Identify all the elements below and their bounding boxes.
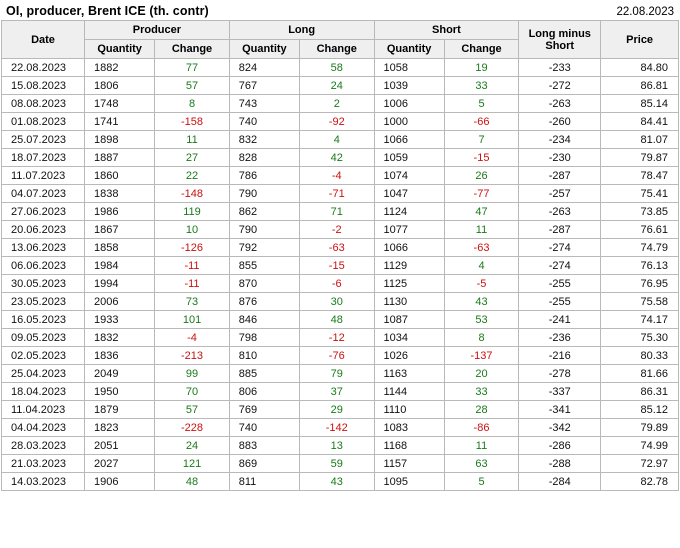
cell-long-quantity: 876 bbox=[229, 293, 299, 311]
cell-short-quantity: 1074 bbox=[374, 167, 444, 185]
cell-date: 23.05.2023 bbox=[2, 293, 85, 311]
cell-price: 72.97 bbox=[601, 455, 679, 473]
cell-short-change: 20 bbox=[444, 365, 519, 383]
table-row bbox=[2, 329, 679, 347]
cell-price: 75.41 bbox=[601, 185, 679, 203]
cell-price: 74.17 bbox=[601, 311, 679, 329]
cell-producer-change: -4 bbox=[155, 329, 230, 347]
cell-long-change: 13 bbox=[300, 437, 375, 455]
cell-short-change: 5 bbox=[444, 473, 519, 491]
table-head bbox=[2, 21, 679, 59]
cell-long-minus-short: -272 bbox=[519, 77, 601, 95]
table-row bbox=[2, 311, 679, 329]
cell-date: 13.06.2023 bbox=[2, 239, 85, 257]
cell-long-change: -12 bbox=[300, 329, 375, 347]
page-title: OI, producer, Brent ICE (th. contr) bbox=[6, 4, 209, 18]
cell-long-change: 43 bbox=[300, 473, 375, 491]
cell-date: 08.08.2023 bbox=[2, 95, 85, 113]
cell-long-quantity: 798 bbox=[229, 329, 299, 347]
cell-long-change: -2 bbox=[300, 221, 375, 239]
cell-price: 80.33 bbox=[601, 347, 679, 365]
cell-date: 09.05.2023 bbox=[2, 329, 85, 347]
cell-long-change: 29 bbox=[300, 401, 375, 419]
cell-price: 81.07 bbox=[601, 131, 679, 149]
cell-producer-quantity: 1741 bbox=[85, 113, 155, 131]
cell-producer-change: 10 bbox=[155, 221, 230, 239]
table-row bbox=[2, 239, 679, 257]
cell-producer-quantity: 1933 bbox=[85, 311, 155, 329]
cell-date: 06.06.2023 bbox=[2, 257, 85, 275]
cell-long-minus-short: -274 bbox=[519, 257, 601, 275]
cell-price: 74.99 bbox=[601, 437, 679, 455]
cell-date: 04.07.2023 bbox=[2, 185, 85, 203]
cell-long-minus-short: -287 bbox=[519, 167, 601, 185]
cell-short-quantity: 1083 bbox=[374, 419, 444, 437]
cell-long-change: -4 bbox=[300, 167, 375, 185]
cell-short-change: 5 bbox=[444, 95, 519, 113]
cell-long-quantity: 740 bbox=[229, 113, 299, 131]
cell-short-quantity: 1157 bbox=[374, 455, 444, 473]
cell-short-change: 19 bbox=[444, 59, 519, 77]
cell-short-change: 7 bbox=[444, 131, 519, 149]
cell-price: 76.95 bbox=[601, 275, 679, 293]
cell-short-change: 33 bbox=[444, 77, 519, 95]
cell-long-quantity: 846 bbox=[229, 311, 299, 329]
cell-producer-quantity: 1898 bbox=[85, 131, 155, 149]
cell-short-quantity: 1066 bbox=[374, 131, 444, 149]
cell-long-change: 59 bbox=[300, 455, 375, 473]
cell-producer-quantity: 1879 bbox=[85, 401, 155, 419]
cell-producer-quantity: 1986 bbox=[85, 203, 155, 221]
cell-date: 27.06.2023 bbox=[2, 203, 85, 221]
cell-producer-quantity: 1838 bbox=[85, 185, 155, 203]
cell-producer-change: 119 bbox=[155, 203, 230, 221]
cell-short-quantity: 1168 bbox=[374, 437, 444, 455]
cell-producer-quantity: 2006 bbox=[85, 293, 155, 311]
cell-long-change: 4 bbox=[300, 131, 375, 149]
col-header-long-change: Change bbox=[300, 40, 375, 59]
cell-producer-quantity: 2027 bbox=[85, 455, 155, 473]
cell-short-quantity: 1047 bbox=[374, 185, 444, 203]
cell-long-minus-short: -236 bbox=[519, 329, 601, 347]
col-group-long: Long bbox=[229, 21, 374, 40]
cell-short-change: -86 bbox=[444, 419, 519, 437]
cell-short-quantity: 1110 bbox=[374, 401, 444, 419]
cell-long-quantity: 832 bbox=[229, 131, 299, 149]
cell-producer-change: 99 bbox=[155, 365, 230, 383]
cell-producer-quantity: 1882 bbox=[85, 59, 155, 77]
cell-date: 28.03.2023 bbox=[2, 437, 85, 455]
cell-long-quantity: 743 bbox=[229, 95, 299, 113]
cell-date: 15.08.2023 bbox=[2, 77, 85, 95]
cell-producer-change: 22 bbox=[155, 167, 230, 185]
cell-short-quantity: 1087 bbox=[374, 311, 444, 329]
cell-short-change: -15 bbox=[444, 149, 519, 167]
cell-price: 76.61 bbox=[601, 221, 679, 239]
cell-short-quantity: 1130 bbox=[374, 293, 444, 311]
cell-long-quantity: 870 bbox=[229, 275, 299, 293]
cell-short-quantity: 1034 bbox=[374, 329, 444, 347]
cell-long-quantity: 855 bbox=[229, 257, 299, 275]
cell-producer-change: 101 bbox=[155, 311, 230, 329]
cell-short-change: 63 bbox=[444, 455, 519, 473]
cell-long-minus-short: -216 bbox=[519, 347, 601, 365]
cell-long-minus-short: -241 bbox=[519, 311, 601, 329]
table-row bbox=[2, 383, 679, 401]
cell-price: 85.12 bbox=[601, 401, 679, 419]
cell-short-change: 4 bbox=[444, 257, 519, 275]
cell-price: 86.81 bbox=[601, 77, 679, 95]
cell-price: 79.89 bbox=[601, 419, 679, 437]
open-interest-table bbox=[1, 20, 679, 491]
cell-producer-quantity: 1858 bbox=[85, 239, 155, 257]
cell-short-change: 47 bbox=[444, 203, 519, 221]
cell-long-quantity: 828 bbox=[229, 149, 299, 167]
cell-short-quantity: 1058 bbox=[374, 59, 444, 77]
cell-price: 73.85 bbox=[601, 203, 679, 221]
cell-long-change: 42 bbox=[300, 149, 375, 167]
cell-producer-change: -148 bbox=[155, 185, 230, 203]
table-row bbox=[2, 221, 679, 239]
cell-producer-quantity: 1950 bbox=[85, 383, 155, 401]
cell-long-quantity: 740 bbox=[229, 419, 299, 437]
cell-price: 75.58 bbox=[601, 293, 679, 311]
cell-long-change: 48 bbox=[300, 311, 375, 329]
cell-date: 18.07.2023 bbox=[2, 149, 85, 167]
cell-long-change: 24 bbox=[300, 77, 375, 95]
cell-short-change: 43 bbox=[444, 293, 519, 311]
cell-price: 78.47 bbox=[601, 167, 679, 185]
cell-date: 02.05.2023 bbox=[2, 347, 85, 365]
cell-producer-change: -213 bbox=[155, 347, 230, 365]
table-row bbox=[2, 185, 679, 203]
cell-short-change: -5 bbox=[444, 275, 519, 293]
cell-producer-quantity: 1906 bbox=[85, 473, 155, 491]
cell-long-quantity: 792 bbox=[229, 239, 299, 257]
cell-producer-change: 8 bbox=[155, 95, 230, 113]
cell-producer-quantity: 1748 bbox=[85, 95, 155, 113]
table-row bbox=[2, 347, 679, 365]
table-row bbox=[2, 167, 679, 185]
cell-long-change: -142 bbox=[300, 419, 375, 437]
cell-long-minus-short: -284 bbox=[519, 473, 601, 491]
table-row bbox=[2, 401, 679, 419]
col-header-producer-change: Change bbox=[155, 40, 230, 59]
cell-long-change: -92 bbox=[300, 113, 375, 131]
cell-price: 84.41 bbox=[601, 113, 679, 131]
cell-date: 16.05.2023 bbox=[2, 311, 85, 329]
cell-long-quantity: 883 bbox=[229, 437, 299, 455]
cell-short-quantity: 1026 bbox=[374, 347, 444, 365]
cell-producer-change: 57 bbox=[155, 77, 230, 95]
table-row bbox=[2, 365, 679, 383]
cell-date: 30.05.2023 bbox=[2, 275, 85, 293]
table-row bbox=[2, 59, 679, 77]
cell-date: 21.03.2023 bbox=[2, 455, 85, 473]
cell-long-minus-short: -263 bbox=[519, 95, 601, 113]
cell-producer-change: 57 bbox=[155, 401, 230, 419]
cell-long-quantity: 811 bbox=[229, 473, 299, 491]
cell-long-change: 2 bbox=[300, 95, 375, 113]
table-row bbox=[2, 203, 679, 221]
cell-long-change: -76 bbox=[300, 347, 375, 365]
cell-date: 25.07.2023 bbox=[2, 131, 85, 149]
table-row bbox=[2, 257, 679, 275]
cell-price: 79.87 bbox=[601, 149, 679, 167]
cell-short-change: 8 bbox=[444, 329, 519, 347]
cell-date: 25.04.2023 bbox=[2, 365, 85, 383]
cell-short-quantity: 1039 bbox=[374, 77, 444, 95]
cell-long-minus-short: -287 bbox=[519, 221, 601, 239]
cell-long-quantity: 862 bbox=[229, 203, 299, 221]
cell-producer-quantity: 1867 bbox=[85, 221, 155, 239]
col-header-long-minus-short: Long minus Short bbox=[519, 21, 601, 59]
cell-long-change: 37 bbox=[300, 383, 375, 401]
cell-long-minus-short: -278 bbox=[519, 365, 601, 383]
cell-long-minus-short: -255 bbox=[519, 275, 601, 293]
table-header-group-row bbox=[2, 21, 679, 40]
cell-short-quantity: 1144 bbox=[374, 383, 444, 401]
cell-date: 04.04.2023 bbox=[2, 419, 85, 437]
cell-producer-quantity: 2051 bbox=[85, 437, 155, 455]
col-header-date: Date bbox=[2, 21, 85, 59]
cell-long-change: 71 bbox=[300, 203, 375, 221]
cell-long-quantity: 806 bbox=[229, 383, 299, 401]
cell-long-minus-short: -233 bbox=[519, 59, 601, 77]
cell-long-minus-short: -230 bbox=[519, 149, 601, 167]
table-row bbox=[2, 95, 679, 113]
col-header-price: Price bbox=[601, 21, 679, 59]
cell-short-change: 11 bbox=[444, 437, 519, 455]
cell-producer-change: 73 bbox=[155, 293, 230, 311]
cell-long-quantity: 824 bbox=[229, 59, 299, 77]
cell-producer-quantity: 1994 bbox=[85, 275, 155, 293]
cell-price: 84.80 bbox=[601, 59, 679, 77]
cell-short-change: 26 bbox=[444, 167, 519, 185]
cell-producer-quantity: 2049 bbox=[85, 365, 155, 383]
cell-producer-change: 24 bbox=[155, 437, 230, 455]
cell-long-quantity: 767 bbox=[229, 77, 299, 95]
cell-producer-change: -158 bbox=[155, 113, 230, 131]
cell-long-minus-short: -341 bbox=[519, 401, 601, 419]
cell-long-quantity: 786 bbox=[229, 167, 299, 185]
cell-long-minus-short: -286 bbox=[519, 437, 601, 455]
col-group-short: Short bbox=[374, 21, 519, 40]
cell-long-minus-short: -255 bbox=[519, 293, 601, 311]
table-row bbox=[2, 437, 679, 455]
cell-long-change: -15 bbox=[300, 257, 375, 275]
cell-short-quantity: 1077 bbox=[374, 221, 444, 239]
cell-price: 76.13 bbox=[601, 257, 679, 275]
table-row bbox=[2, 131, 679, 149]
cell-producer-quantity: 1836 bbox=[85, 347, 155, 365]
cell-date: 11.07.2023 bbox=[2, 167, 85, 185]
table-row bbox=[2, 419, 679, 437]
cell-producer-change: -228 bbox=[155, 419, 230, 437]
cell-short-quantity: 1000 bbox=[374, 113, 444, 131]
cell-long-change: 58 bbox=[300, 59, 375, 77]
report-date: 22.08.2023 bbox=[616, 6, 674, 18]
cell-producer-quantity: 1806 bbox=[85, 77, 155, 95]
cell-producer-quantity: 1832 bbox=[85, 329, 155, 347]
cell-producer-change: -11 bbox=[155, 257, 230, 275]
table-row bbox=[2, 149, 679, 167]
table-body bbox=[2, 59, 679, 491]
cell-date: 22.08.2023 bbox=[2, 59, 85, 77]
cell-price: 82.78 bbox=[601, 473, 679, 491]
cell-long-minus-short: -234 bbox=[519, 131, 601, 149]
cell-short-change: 11 bbox=[444, 221, 519, 239]
cell-price: 85.14 bbox=[601, 95, 679, 113]
cell-producer-change: 48 bbox=[155, 473, 230, 491]
cell-producer-change: 77 bbox=[155, 59, 230, 77]
cell-long-quantity: 790 bbox=[229, 221, 299, 239]
cell-price: 74.79 bbox=[601, 239, 679, 257]
cell-price: 81.66 bbox=[601, 365, 679, 383]
cell-long-minus-short: -274 bbox=[519, 239, 601, 257]
cell-producer-change: -126 bbox=[155, 239, 230, 257]
cell-producer-quantity: 1887 bbox=[85, 149, 155, 167]
cell-short-quantity: 1163 bbox=[374, 365, 444, 383]
cell-short-quantity: 1124 bbox=[374, 203, 444, 221]
cell-long-minus-short: -260 bbox=[519, 113, 601, 131]
cell-long-minus-short: -342 bbox=[519, 419, 601, 437]
cell-long-change: 79 bbox=[300, 365, 375, 383]
cell-short-quantity: 1095 bbox=[374, 473, 444, 491]
cell-short-change: -77 bbox=[444, 185, 519, 203]
cell-date: 14.03.2023 bbox=[2, 473, 85, 491]
table-row bbox=[2, 275, 679, 293]
table-row bbox=[2, 293, 679, 311]
cell-date: 18.04.2023 bbox=[2, 383, 85, 401]
cell-long-quantity: 810 bbox=[229, 347, 299, 365]
cell-long-quantity: 869 bbox=[229, 455, 299, 473]
col-group-producer: Producer bbox=[85, 21, 230, 40]
cell-long-change: 30 bbox=[300, 293, 375, 311]
cell-long-minus-short: -263 bbox=[519, 203, 601, 221]
cell-producer-change: 11 bbox=[155, 131, 230, 149]
table-row bbox=[2, 455, 679, 473]
cell-long-change: -6 bbox=[300, 275, 375, 293]
cell-producer-change: -11 bbox=[155, 275, 230, 293]
cell-producer-change: 27 bbox=[155, 149, 230, 167]
col-header-short-change: Change bbox=[444, 40, 519, 59]
cell-short-quantity: 1125 bbox=[374, 275, 444, 293]
cell-long-minus-short: -257 bbox=[519, 185, 601, 203]
cell-long-quantity: 790 bbox=[229, 185, 299, 203]
cell-short-quantity: 1129 bbox=[374, 257, 444, 275]
cell-producer-quantity: 1823 bbox=[85, 419, 155, 437]
cell-long-change: -71 bbox=[300, 185, 375, 203]
cell-price: 75.30 bbox=[601, 329, 679, 347]
cell-short-change: 28 bbox=[444, 401, 519, 419]
cell-short-change: 53 bbox=[444, 311, 519, 329]
cell-producer-change: 70 bbox=[155, 383, 230, 401]
cell-producer-change: 121 bbox=[155, 455, 230, 473]
cell-long-quantity: 885 bbox=[229, 365, 299, 383]
table-row bbox=[2, 473, 679, 491]
cell-short-change: 33 bbox=[444, 383, 519, 401]
cell-short-change: -66 bbox=[444, 113, 519, 131]
col-header-long-quantity: Quantity bbox=[229, 40, 299, 59]
table-row bbox=[2, 113, 679, 131]
cell-short-quantity: 1006 bbox=[374, 95, 444, 113]
cell-long-minus-short: -288 bbox=[519, 455, 601, 473]
cell-date: 01.08.2023 bbox=[2, 113, 85, 131]
cell-short-quantity: 1066 bbox=[374, 239, 444, 257]
cell-short-change: -137 bbox=[444, 347, 519, 365]
cell-date: 11.04.2023 bbox=[2, 401, 85, 419]
cell-long-quantity: 769 bbox=[229, 401, 299, 419]
cell-short-quantity: 1059 bbox=[374, 149, 444, 167]
cell-price: 86.31 bbox=[601, 383, 679, 401]
cell-short-change: -63 bbox=[444, 239, 519, 257]
col-header-short-quantity: Quantity bbox=[374, 40, 444, 59]
header-bar bbox=[0, 0, 680, 20]
col-header-producer-quantity: Quantity bbox=[85, 40, 155, 59]
cell-producer-quantity: 1984 bbox=[85, 257, 155, 275]
cell-long-change: -63 bbox=[300, 239, 375, 257]
cell-producer-quantity: 1860 bbox=[85, 167, 155, 185]
cell-long-minus-short: -337 bbox=[519, 383, 601, 401]
cell-date: 20.06.2023 bbox=[2, 221, 85, 239]
table-row bbox=[2, 77, 679, 95]
